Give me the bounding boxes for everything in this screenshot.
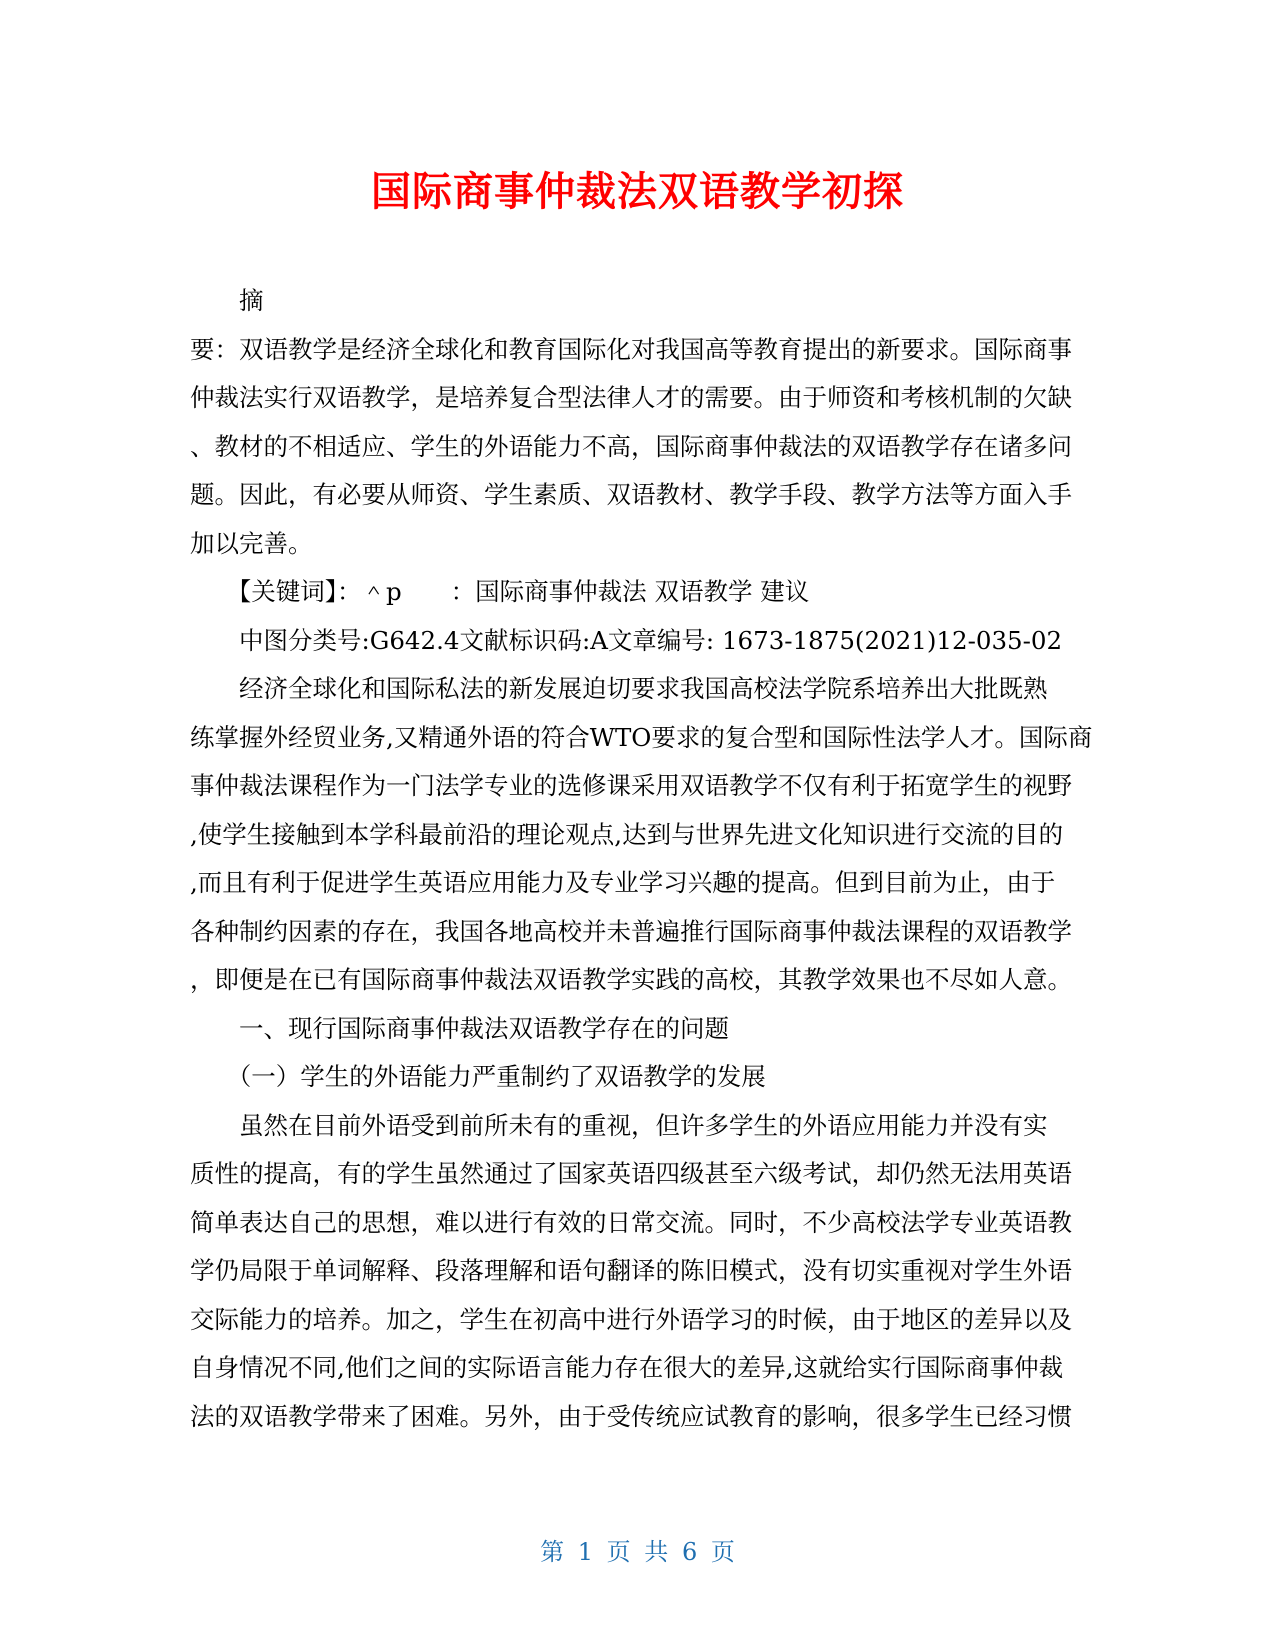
- text-line: ，即便是在已有国际商事仲裁法双语教学实践的高校，其教学效果也不尽如人意。: [190, 965, 1072, 994]
- classification-line: 中图分类号:G642.4文献标识码:A文章编号: 1673-1875(2021)12-035-02: [190, 625, 1063, 655]
- text-line: 各种制约因素的存在，我国各地高校并未普遍推行国际商事仲裁法课程的双语教学: [190, 916, 1072, 946]
- text-line: 摘: [190, 286, 264, 315]
- text-line: 质性的提高，有的学生虽然通过了国家英语四级甚至六级考试，却仍然无法用英语: [190, 1159, 1072, 1188]
- keywords-line: 【关键词】：＾p ：国际商事仲裁法 双语教学 建议: [190, 577, 810, 606]
- text-line: 虽然在目前外语受到前所未有的重视，但许多学生的外语应用能力并没有实: [190, 1110, 1048, 1140]
- text-line: ,而且有利于促进学生英语应用能力及专业学习兴趣的提高。但到目前为止，由于: [190, 868, 1056, 897]
- section-heading: 一、现行国际商事仲裁法双语教学存在的问题: [190, 1013, 729, 1043]
- text-line: 简单表达自己的思想，难以进行有效的日常交流。同时，不少高校法学专业英语教: [190, 1207, 1072, 1237]
- page-footer: 第 1 页 共 6 页: [540, 1538, 735, 1566]
- text-line: 经济全球化和国际私法的新发展迫切要求我国高校法学院系培养出大批既熟: [190, 674, 1048, 703]
- text-line: 自身情况不同,他们之间的实际语言能力存在很大的差异,这就给实行国际商事仲裁: [190, 1353, 1064, 1382]
- body-text: [190, 277, 1093, 1441]
- text-line: 、教材的不相适应、学生的外语能力不高，国际商事仲裁法的双语教学存在诸多问: [190, 431, 1072, 461]
- text-line: 交际能力的培养。加之，学生在初高中进行外语学习的时候，由于地区的差异以及: [190, 1304, 1072, 1334]
- subsection-heading: （一）学生的外语能力严重制约了双语教学的发展: [190, 1062, 766, 1091]
- text-line: 仲裁法实行双语教学，是培养复合型法律人才的需要。由于师资和考核机制的欠缺: [190, 383, 1072, 412]
- text-line: 加以完善。: [190, 528, 313, 558]
- text-line: ,使学生接触到本学科最前沿的理论观点,达到与世界先进文化知识进行交流的目的: [190, 819, 1064, 849]
- text-line: 法的双语教学带来了困难。另外，由于受传统应试教育的影响，很多学生已经习惯: [190, 1401, 1072, 1431]
- text-line: 要：双语教学是经济全球化和教育国际化对我国高等教育提出的新要求。国际商事: [190, 334, 1072, 364]
- text-line: 学仍局限于单词解释、段落理解和语句翻译的陈旧模式，没有切实重视对学生外语: [190, 1256, 1072, 1285]
- text-line: 练掌握外经贸业务,又精通外语的符合WTO要求的复合型和国际性法学人才。国际商: [190, 722, 1093, 752]
- text-line: 题。因此，有必要从师资、学生素质、双语教材、教学手段、教学方法等方面入手: [190, 480, 1072, 509]
- document-title: 国际商事仲裁法双语教学初探: [371, 169, 904, 215]
- text-line: 事仲裁法课程作为一门法学专业的选修课采用双语教学不仅有利于拓宽学生的视野: [190, 771, 1072, 800]
